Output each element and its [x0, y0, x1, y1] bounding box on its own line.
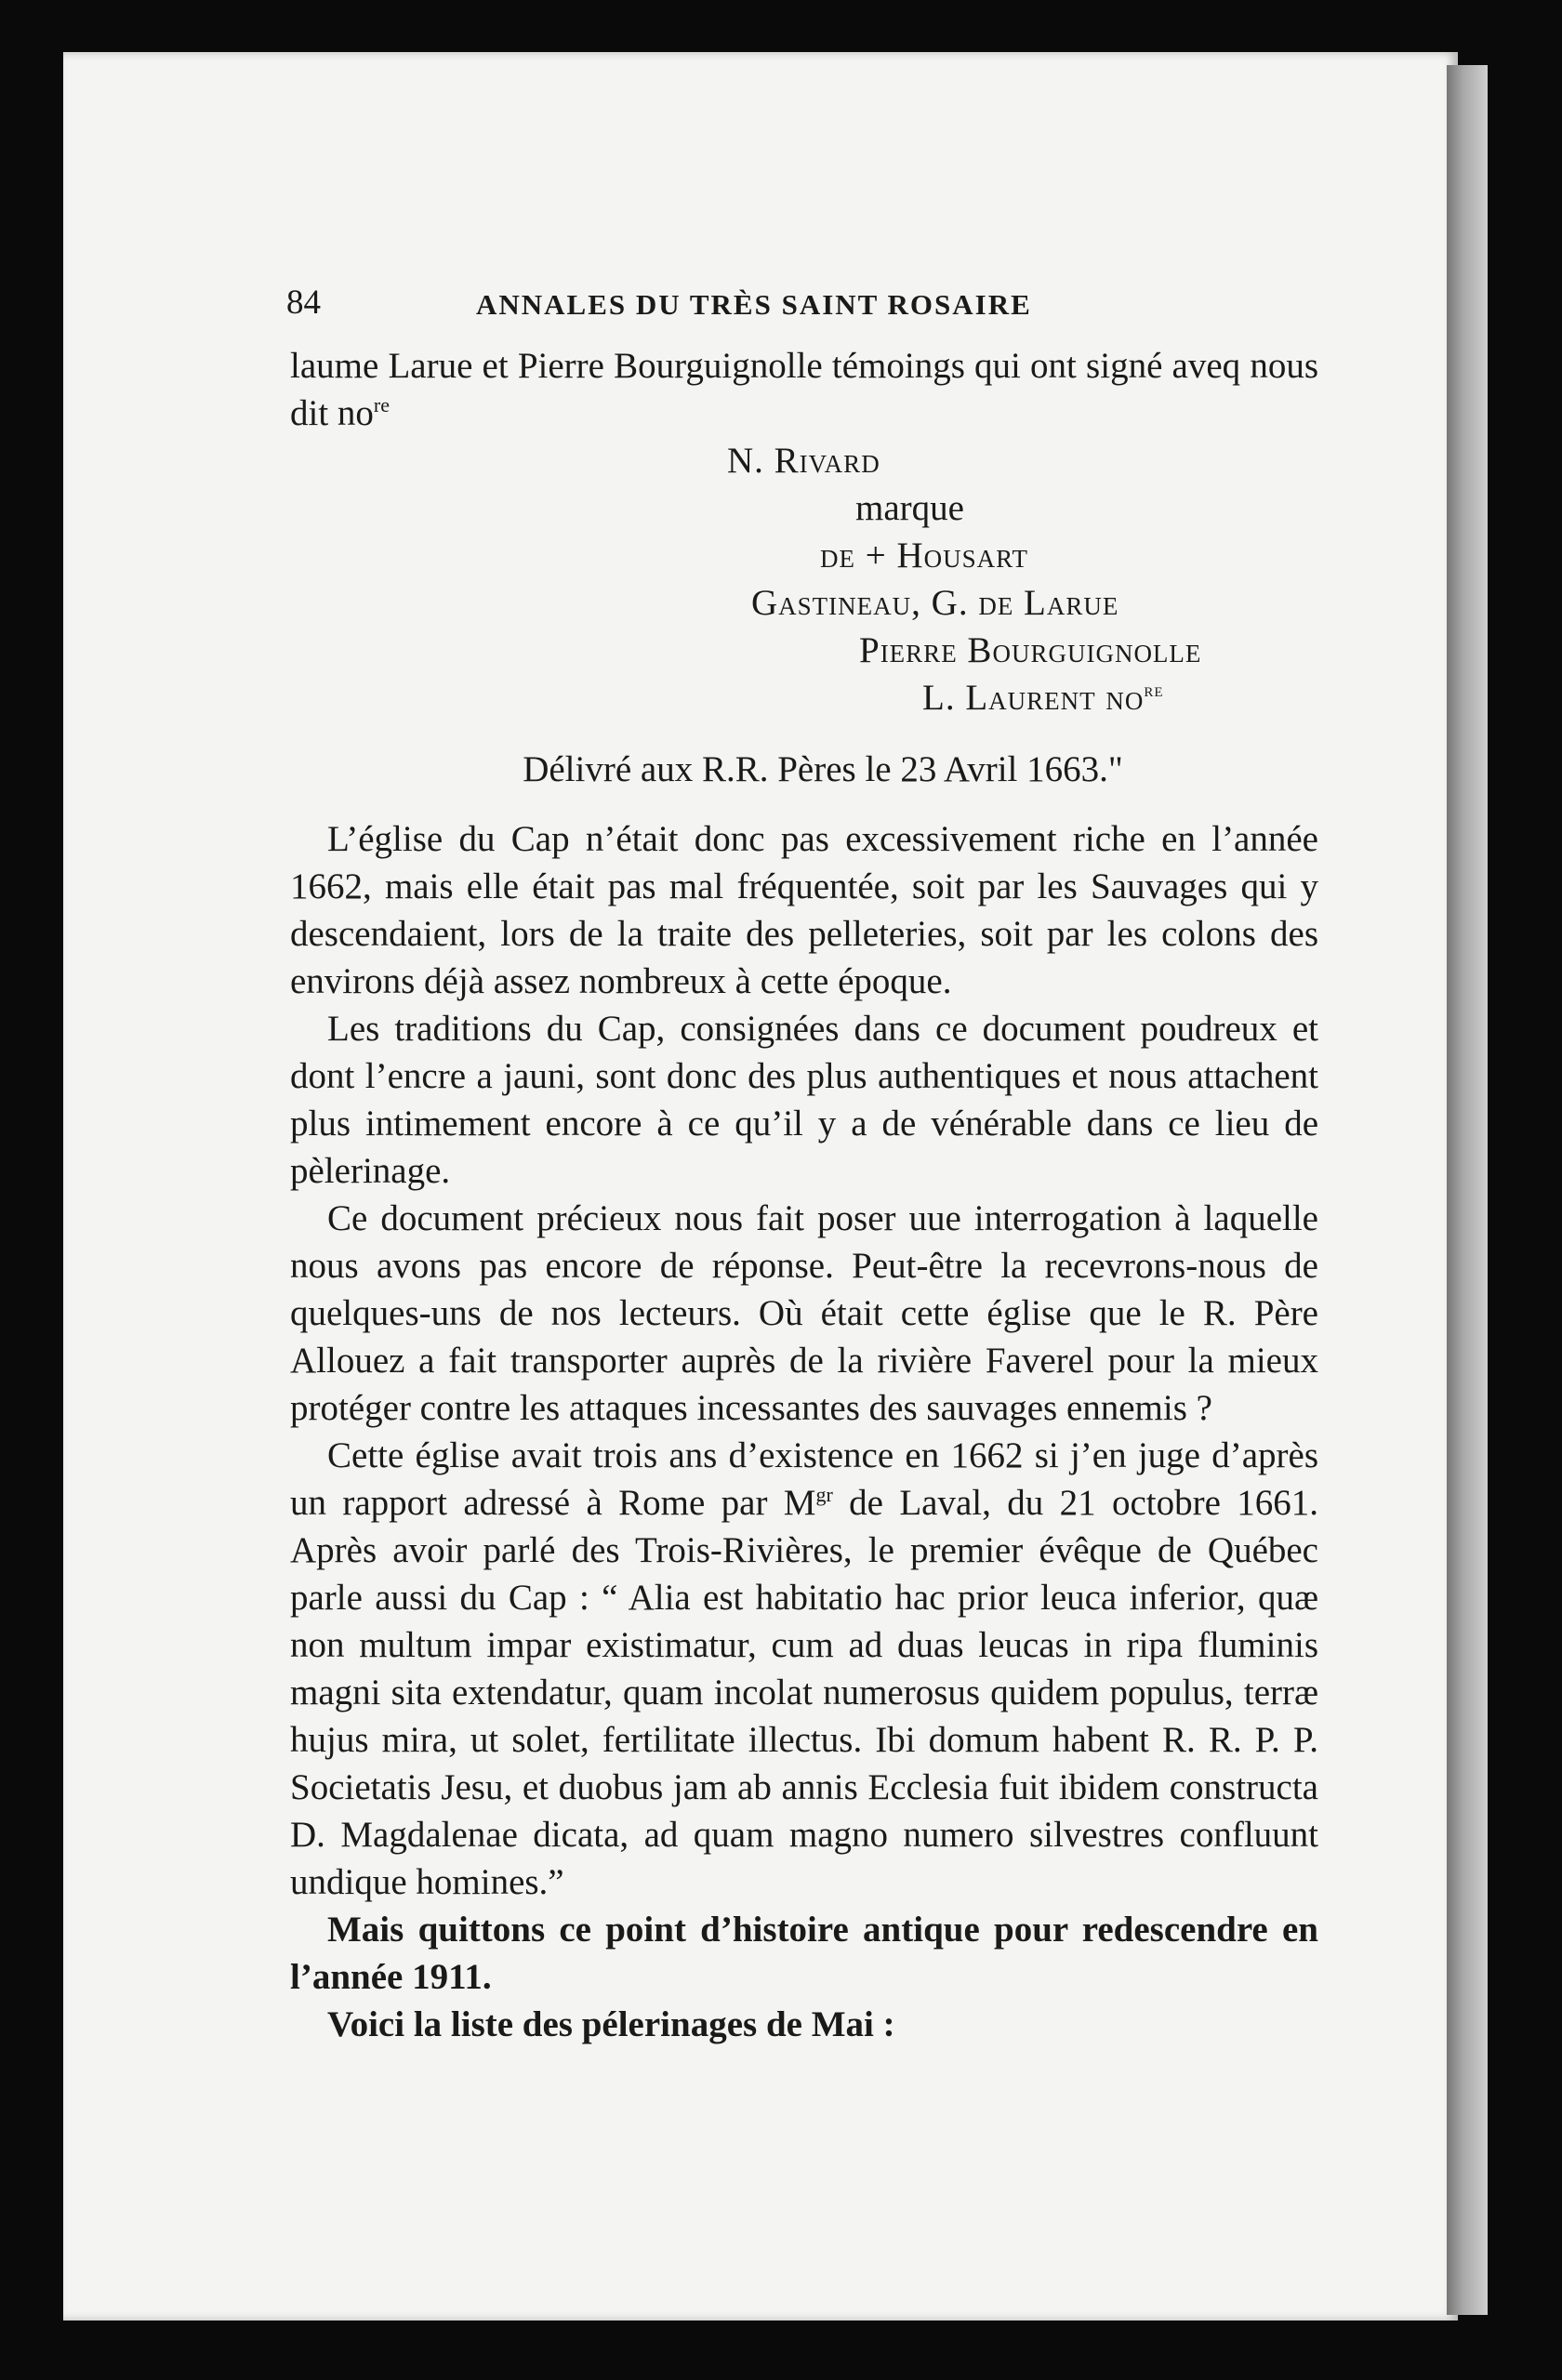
signature-laurent: L. Laurent $no^{re}$ — [922, 678, 1164, 718]
signature-block — [290, 437, 1318, 721]
page-header — [286, 279, 1318, 335]
paragraph-church-wealth: L’église du Cap n’était donc pas excessivement riche en l’année 1662, mais elle était pas mal fréquentée, soit par les Sauvages qui y descendaient, lors de la traite des pelleteries, soit par les colons des environs déjà assez nombreux à cette époque. — [290, 819, 1318, 1001]
signature-rivard: N. Rivard — [727, 441, 880, 481]
signature-gastineau-larue: Gastineau, G. de Larue — [751, 583, 1119, 623]
paragraph-return-1911: Mais quittons ce point d’histoire antique pour redescendre en l’année 1911. — [290, 1910, 1318, 1997]
page-number: 84 — [286, 284, 321, 322]
delivery-note: Délivré aux R.R. Pères le 23 Avril 1663." — [523, 749, 1123, 789]
paragraph-document: Ce document précieux nous fait poser uue interrogation à laquelle nous avons pas encore de réponse. Peut-être la recevrons-nous de quelques-uns de nos lecteurs. Où était cette église que le R. Père Allouez a fait transporter auprès de la rivière Faverel pour la mieux protéger contre les attaques incessantes des sauvages ennemis ? — [290, 1198, 1318, 1428]
signature-housart: de + Housart — [820, 536, 1029, 575]
signature-marque: marque — [855, 488, 964, 528]
paragraph-latin-report: Cette église avait trois ans d’existence en 1662 si j’en juge d’après un rapport adressé à Rome par $M^{gr}$ de Laval, du 21 octobre 1661. Après avoir parlé des Trois-Rivières, le premier évêque de Québec parle aussi du Cap : “ Alia est habitatio hac prior leuca inferior, quæ non multum impar existimatur, cum ad duas leucas in ripa fluminis magni sita extendatur, quam incolat numerosus quidem populus, terræ hujus mira, ut solet, fertilitate illectus. Ibi domum habent R. R. P. P. Societatis Jesu, et duobus jam ab annis Ecclesia fuit ibidem constructa D. Magdalenae dicata, ad quam magno numero silvestres confluunt undique homines.” — [290, 1435, 1318, 1902]
opening-paragraph: laume Larue et Pierre Bourguignolle témoings qui ont signé aveq nous dit $no^{re}$ — [290, 346, 1318, 433]
page-text — [286, 279, 1318, 2048]
paragraph-traditions: Les traditions du Cap, consignées dans ce document poudreux et dont l’encre a jauni, sont donc des plus authentiques et nous attachent plus intimement encore à ce qu’il y a de vénérable dans ce lieu de pèlerinage. — [290, 1009, 1318, 1191]
paragraph-pilgrimage-list: Voici la liste des pélerinages de Mai : — [327, 2004, 895, 2044]
page-edge — [1447, 65, 1488, 2315]
signature-bourguignolle: Pierre Bourguignolle — [859, 630, 1202, 670]
running-title: ANNALES DU TRÈS SAINT ROSAIRE — [476, 288, 1032, 321]
